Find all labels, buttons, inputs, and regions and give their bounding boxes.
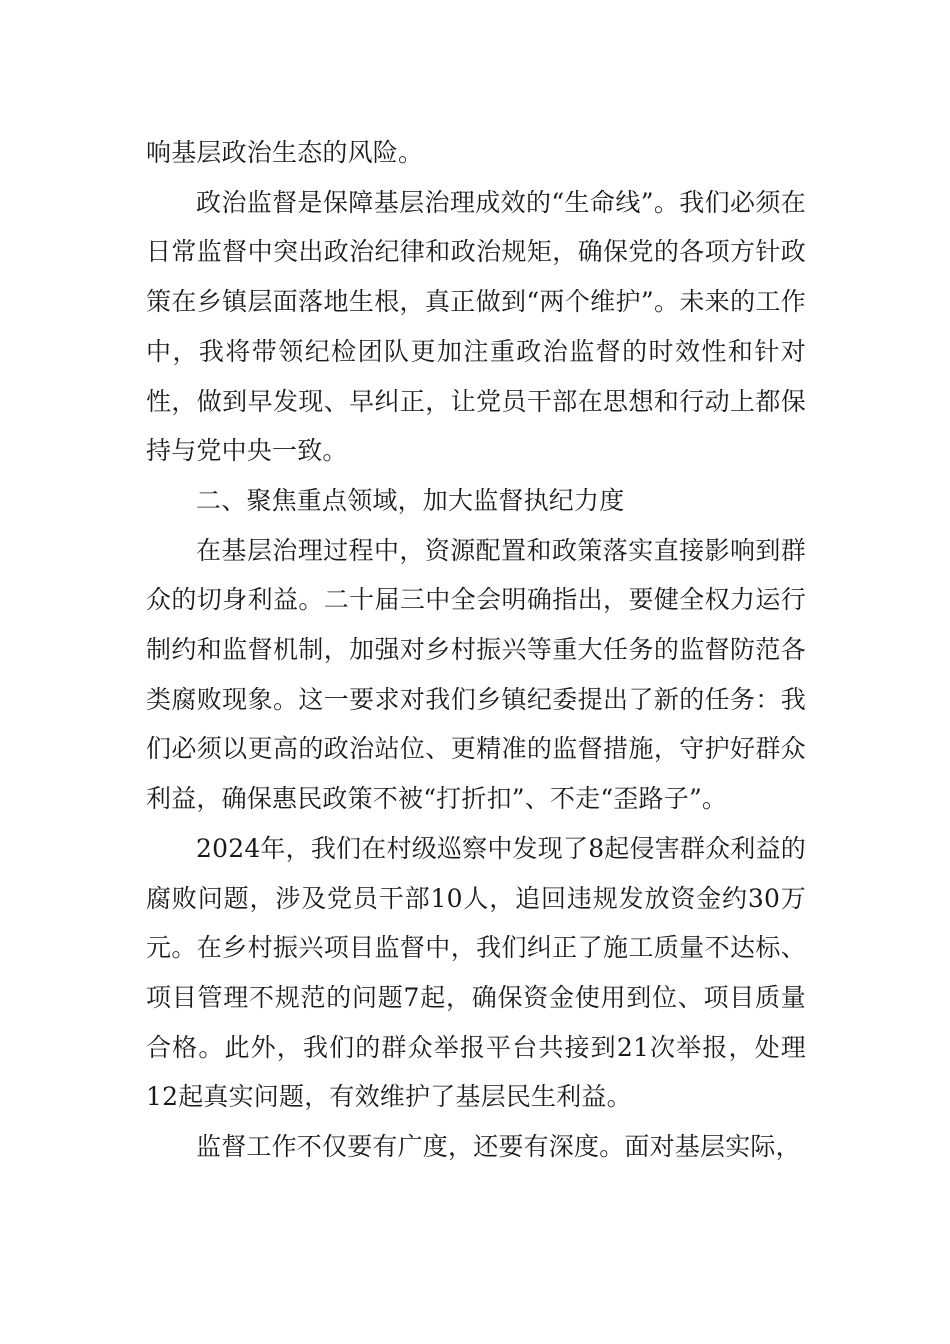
paragraph-2024-results: 2024年，我们在村级巡察中发现了8起侵害群众利益的腐败问题，涉及党员干部10人，追回违规发放资金约30万元。在乡村振兴项目监督中，我们纠正了施工质量不达标、项目管理不规范的问题7起，确保资金使用到位、项目质量合格。此外，我们的群众举报平台共接到21次举报，处理12起真实问题，有效维护了基层民生利益。 (146, 833, 806, 1112)
document-body (146, 128, 806, 1172)
paragraph-resource-allocation: 在基层治理过程中，资源配置和政策落实直接影响到群众的切身利益。二十届三中全会明确指出，要健全权力运行制约和监督机制，加强对乡村振兴等重大任务的监督防范各类腐败现象。这一要求对我们乡镇纪委提出了新的任务：我们必须以更高的政治站位、更精准的监督措施，守护好群众利益，确保惠民政策不被“打折扣”、不走“歪路子”。 (146, 535, 806, 814)
paragraph-continuation: 响基层政治生态的风险。 (146, 138, 424, 167)
paragraph-supervision-depth: 监督工作不仅要有广度，还要有深度。面对基层实际， (196, 1132, 801, 1162)
section-heading-2: 二、聚焦重点领域，加大监督执纪力度 (196, 485, 625, 515)
paragraph-political-supervision: 政治监督是保障基层治理成效的“生命线”。我们必须在日常监督中突出政治纪律和政治规矩，确保党的各项方针政策在乡镇层面落地生根，真正做到“两个维护”。未来的工作中，我将带领纪检团队更加注重政治监督的时效性和针对性，做到早发现、早纠正，让党员干部在思想和行动上都保持与党中央一致。 (146, 187, 806, 466)
